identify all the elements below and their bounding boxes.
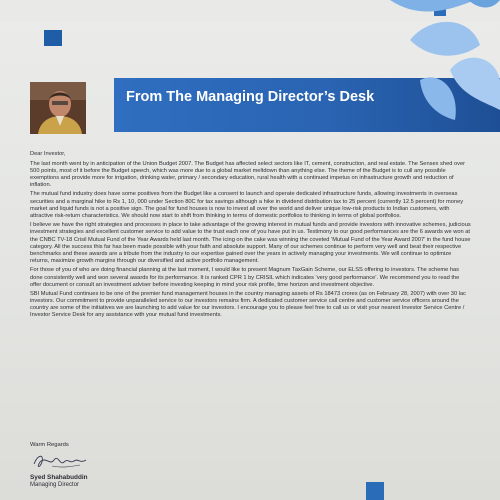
decorative-square-top-left (44, 30, 62, 46)
paragraph-industry: The mutual fund industry does have some positives from the Budget like a consent to launch and operate dedicated infrastructure funds, allowing investments in overseas securities and a marginal hike to Rs 1, 10, 000 under Section 80C for tax savings although a hike in dividend distribution tax to 25 percent (currently 12.5 percent) for money market and liquid funds is not a positive sign. The goal for fund houses is now to invest all over the world and deliver unique low-risk products to Indian customers, with attractive risk-return characteristics. We should now start to shift from thinking in terms of domestic portfolios to thinking in terms of global portfolios. (30, 191, 464, 219)
paragraph-budget: The last month went by in anticipation of the Union Budget 2007. The Budget has affected select sectors like IT, cement, construction, and real estate. The Sensex shed over 500 points, most of it before the Budget speech, which was more due to a global market meltdown than anything else. The theme of the Budget is to cull any possible exemptions and provide more for irrigation, drinking water, primary / secondary education, rural health with a continued impetus on infrastructure growth and reduction of inflation. (30, 160, 466, 188)
flower-petals-icon (380, 0, 500, 132)
letter-body (30, 151, 472, 322)
page-title: From The Managing Director’s Desk (126, 89, 375, 105)
paragraph-service: SBI Mutual Fund continues to be one of the premier fund management houses in the country managing assets of Rs 18473 crores (as on February 28, 2007) with over 30 lac investors. Our commitment to provide unparalleled service to our investors remains firm. A dedicated customer service call centre and customer service officers around the country are some of the initiatives we are launching to add value for our investors. I encourage you to please feel free to call us or visit your nearest Investor Service Centre / Investor Service Desk for any assistance with your mutual fund investments. (30, 291, 466, 319)
paragraph-strategy: I believe we have the right strategies and processes in place to take advantage of the growing interest in mutual funds and provide investors with innovative schemes, judicious investment strategies and excellent customer service to add value to the trust each one of you have put in us. Testimony to our good performances are the 6 awards we won at the CNBC TV-18 Crisil Mutual Fund of the Year Awards held last month. The icing on the cake was winning the coveted ‘Mutual Fund of the Year Award 2007’ in the fund house category. All the success this far has been made possible with your faith and absolute support. Many of our schemes continue to perform very well and beat their respective benchmarks and these awards are a tribute from the industry to our expertise gained over the years in actively managing your investments. We will continue to optimize returns, maximize growth margins through our diversified and active portfolio management. (30, 222, 471, 264)
decorative-square-bottom (366, 482, 384, 500)
paragraph-taxgain: For those of you of who are doing financial planning at the last moment, I would like to present Magnum TaxGain Scheme, our ELSS offering to investors. The scheme has done consistently well and won several awards for its performance. It is ranked CPR 1 by CRISIL which indicates ‘very good performance’. We recommend you to read the offer document or consult an investment adviser before investing keeping in mind your risk profile, time horizon and investment objective. (30, 267, 460, 288)
director-photo (30, 82, 86, 134)
signatory-name: Syed Shahabuddin (30, 474, 88, 481)
signature-icon (30, 450, 100, 472)
signatory-title: Managing Director (30, 482, 80, 488)
letter-closing: Warm Regards (30, 442, 69, 448)
letter-greeting: Dear Investor, (30, 151, 66, 157)
portrait-icon (30, 82, 86, 134)
